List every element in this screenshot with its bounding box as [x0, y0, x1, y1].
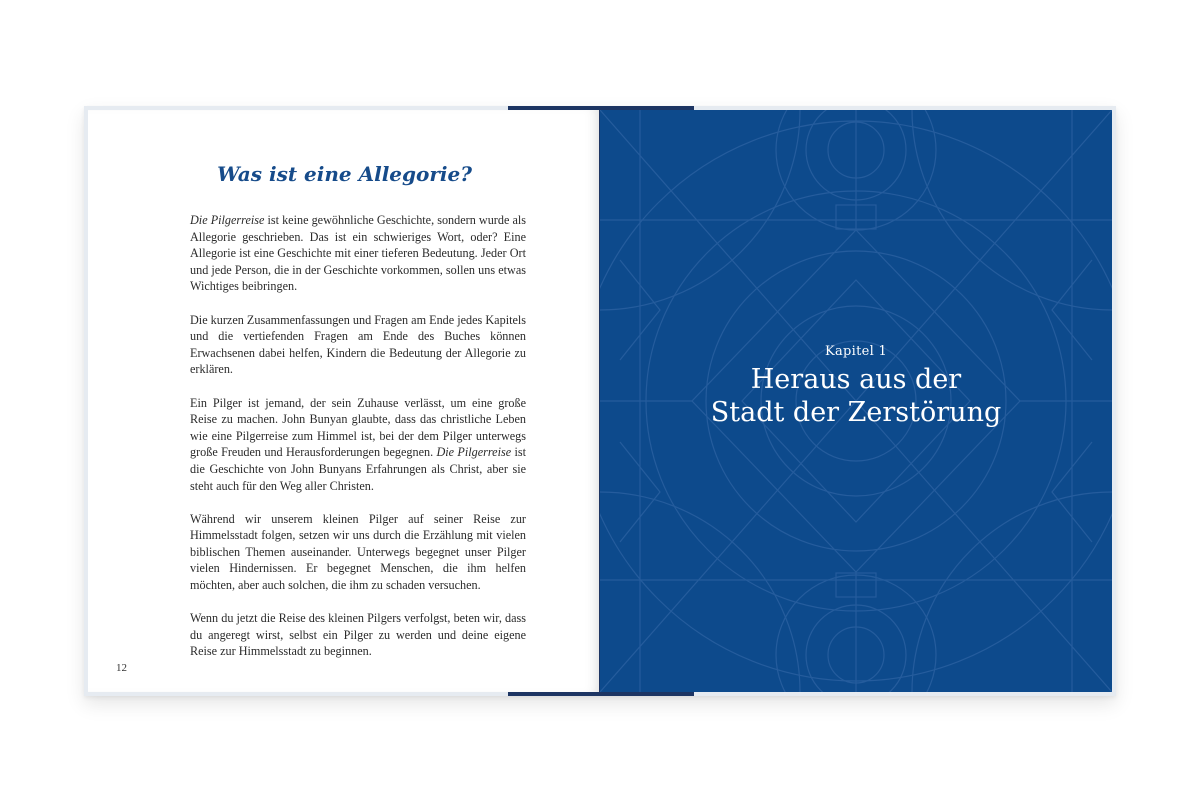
page-heading: Was ist eine Allegorie? [217, 162, 472, 186]
chapter-title [600, 363, 1112, 429]
chapter-heading-block [600, 344, 1112, 429]
paragraph-3-text-before: Ein Pilger ist jemand, der sein Zuhause verlässt, um eine große Reise zu machen. John Bunyan glaubte, dass das christliche Leben wie eine Pilgerreise zum Himmel ist, bei der dem Pilger unterwegs große Freuden und Herausforderungen begegnen. [190, 395, 526, 460]
open-book [84, 106, 1116, 696]
book-title-italic-inline: Die Pilgerreise [436, 445, 512, 460]
paragraph-1 [190, 212, 526, 295]
chapter-label: Kapitel 1 [824, 344, 888, 359]
paragraph-3-text-after: ist die Geschichte von John Bunyans Erfahrungen als Christ, aber sie steht auch für den Weg aller Christen. [190, 445, 526, 493]
body-text [190, 212, 526, 677]
chapter-title-line-1: Heraus aus der [750, 364, 962, 395]
paragraph-4: Während wir unserem kleinen Pilger auf seiner Reise zur Himmelsstadt folgen, setzen wir uns durch die Erzählung mit vielen biblischen Themen auseinander. Unterwegs begegnet unser Pilger vielen Hindernissen. Er begegnet Menschen, die ihm helfen möchten, aber auch solchen, die ihm zu schaden versuchen. [190, 511, 526, 593]
book-title-italic: Die Pilgerreise [190, 213, 265, 227]
page-number: 12 [116, 662, 127, 674]
paragraph-1-text: ist keine gewöhnliche Geschichte, sondern wurde als Allegorie geschrieben. Das ist ein schwieriges Wort, oder? Eine Allegorie ist eine Geschichte mit einer tieferen Bedeutung. Jeder Ort und jede Person, die in der Geschichte vorkommen, sollen uns etwas Wichtiges beibringen. [190, 213, 526, 294]
paragraph-5: Wenn du jetzt die Reise des kleinen Pilgers verfolgst, beten wir, dass du angeregt wirst, selbst ein Pilger zu werden und deine eigene Reise zur Himmelsstadt zu beginnen. [190, 611, 526, 659]
right-page [600, 110, 1112, 692]
left-page [88, 110, 599, 692]
paragraph-3 [190, 395, 526, 495]
paragraph-2: Die kurzen Zusammenfassungen und Fragen am Ende jedes Kapitels und die vertiefenden Fragen am Ende des Buches können Erwachsenen dabei helfen, Kindern die Bedeutung der Allegorie zu erklären. [190, 312, 526, 377]
chapter-title-line-2: Stadt der Zerstörung [710, 397, 1002, 428]
